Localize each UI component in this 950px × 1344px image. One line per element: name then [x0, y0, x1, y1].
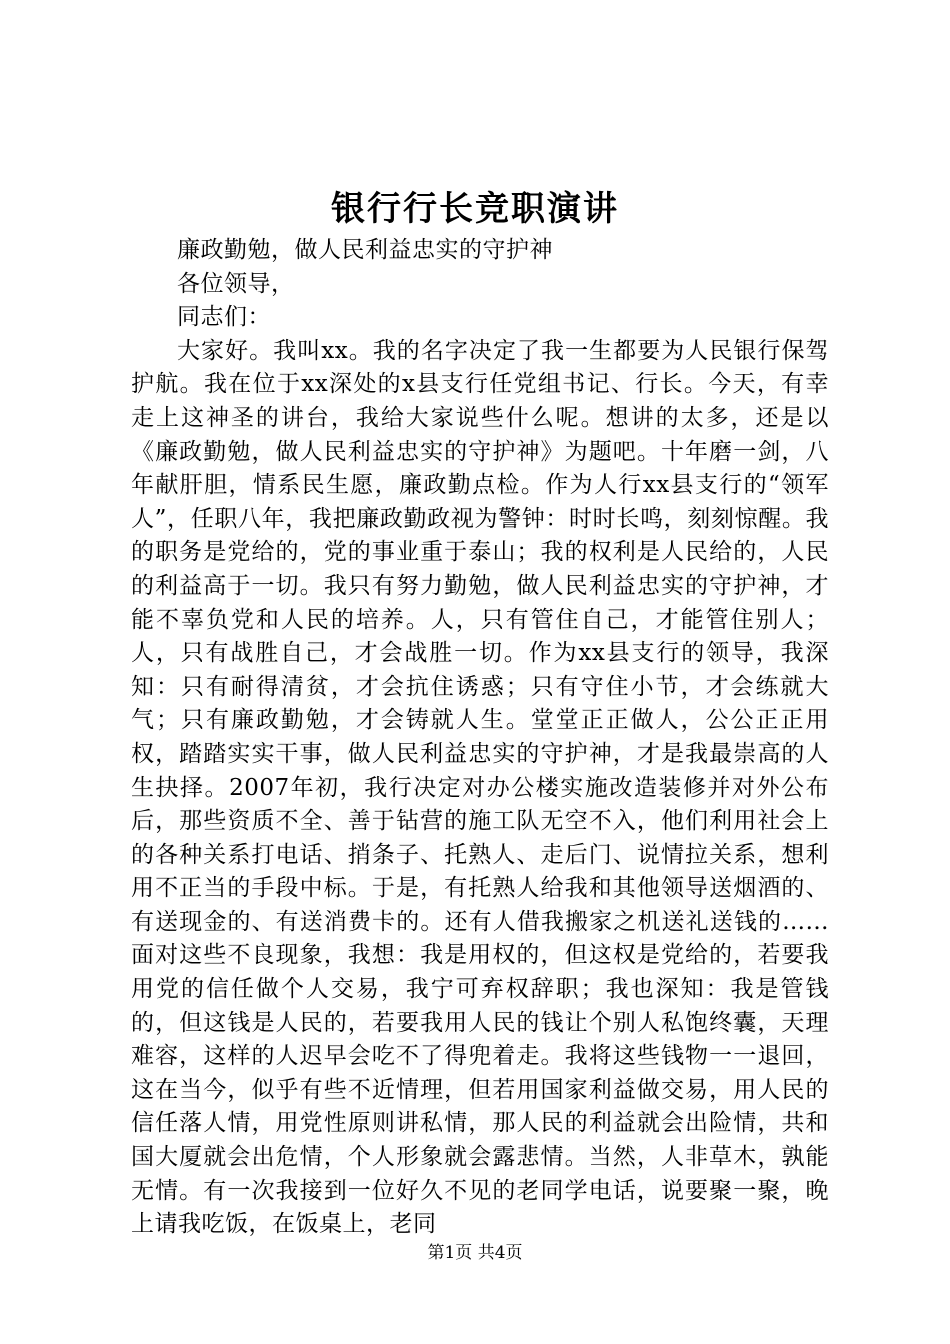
salutation-leaders: 各位领导，	[177, 270, 295, 297]
document-body	[131, 234, 829, 1242]
speech-subtitle: 廉政勤勉，做人民利益忠实的守护神	[177, 237, 553, 263]
page-footer: 第1页 共4页	[427, 1243, 523, 1263]
document-title: 银行行长竞职演讲	[331, 189, 619, 229]
body-paragraph: 大家好。我叫xx。我的名字决定了我一生都要为人民银行保驾护航。我在位于xx深处的x县支行任党组书记、行长。今天，有幸走上这神圣的讲台，我给大家说些什么呢。想讲的太多，还是以《廉政勤勉，做人民利益忠实的守护神》为题吧。十年磨一剑，八年献肝胆，情系民生愿，廉政勤点检。作为人行xx县支行的“领军人”，任职八年，我把廉政勤政视为警钟：时时长鸣，刻刻惊醒。我的职务是党给的，党的事业重于泰山；我的权利是人民给的，人民的利益高于一切。我只有努力勤勉，做人民利益忠实的守护神，才能不辜负党和人民的培养。人，只有管住自己，才能管住别人；人，只有战胜自己，才会战胜一切。作为xx县支行的领导，我深知：只有耐得清贫，才会抗住诱惑；只有守住小节，才会练就大气；只有廉政勤勉，才会铸就人生。堂堂正正做人，公公正正用权，踏踏实实干事，做人民利益忠实的守护神，才是我最崇高的人生抉择。2007年初，我行决定对办公楼实施改造装修并对外公布后，那些资质不全、善于钻营的施工队无空不入，他们利用社会上的各种关系打电话、捎条子、托熟人、走后门、说情拉关系，想利用不正当的手段中标。于是，有托熟人给我和其他领导送烟酒的、有送现金的、有送消费卡的。还有人借我搬家之机送礼送钱的…...面对这些不良现象，我想：我是用权的，但这权是党给的，若要我用党的信任做个人交易，我宁可弃权辞职；我也深知：我是管钱的，但这钱是人民的，若要我用人民的钱让个别人私饱终囊，天理难容，这样的人迟早会吃不了得兜着走。我将这些钱物一一退回，这在当今，似乎有些不近情理，但若用国家利益做交易，用人民的信任落人情，用党性原则讲私情，那人民的利益就会出险情，共和国大厦就会出危情，个人形象就会露悲情。当然，人非草木，孰能无情。有一次我接到一位好久不见的老同学电话，说要聚一聚，晚上请我吃饭，在饭桌上，老同	[131, 337, 829, 1238]
salutation-comrades: 同志们：	[177, 304, 271, 331]
